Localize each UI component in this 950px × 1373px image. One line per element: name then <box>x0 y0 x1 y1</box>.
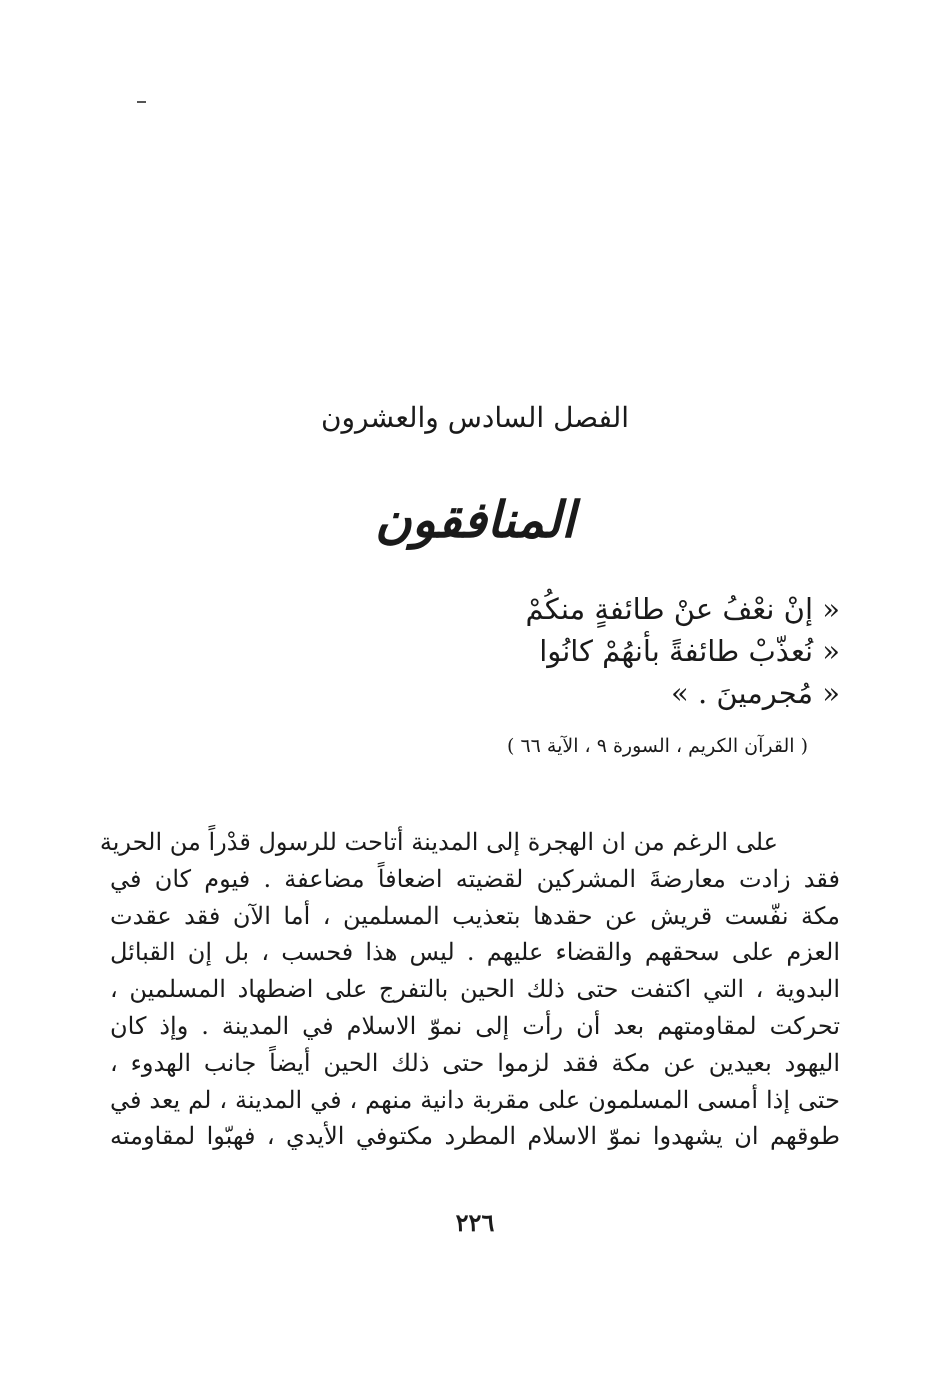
chapter-title: المنافقون <box>374 490 576 549</box>
body-line: فقد زادت معارضةَ المشركين لقضيته اضعافاً مضاعفة . فيوم كان في <box>110 864 840 893</box>
epigraph-line: « مُجرمينَ . » <box>671 676 840 710</box>
body-line: حتى إذا أمسى المسلمون على مقربة دانية منهم ، في المدينة ، لم يعد في <box>110 1085 840 1114</box>
body-line: طوقهم ان يشهدوا نموّ الاسلام المطرد مكتوفي الأيدي ، فهبّوا لمقاومته <box>110 1122 840 1151</box>
body-line: البدوية ، التي اكتفت حتى ذلك الحين بالتفرج على اضطهاد المسلمين ، <box>110 975 840 1004</box>
scan-speck <box>137 101 146 103</box>
body-line: اليهود بعيدين عن مكة فقد لزموا حتى ذلك الحين أيضاً جانب الهدوء ، <box>110 1048 840 1077</box>
body-paragraph <box>99 824 840 1155</box>
chapter-heading: الفصل السادس والعشرون <box>320 401 630 434</box>
epigraph-line: « إنْ نعْفُ عنْ طائفةٍ منكُمْ <box>525 592 840 626</box>
epigraph-citation: ( القرآن الكريم ، السورة ٩ ، الآية ٦٦ ) <box>506 735 808 757</box>
page-number: ٢٢٦ <box>455 1208 495 1237</box>
quran-epigraph <box>240 588 840 714</box>
body-line: على الرغم من ان الهجرة إلى المدينة أتاحت للرسول قدْراً من الحرية <box>99 828 778 856</box>
body-line: تحركت لمقاومتهم بعد أن رأت إلى نموّ الاسلام في المدينة . وإذ كان <box>110 1011 840 1040</box>
body-line: العزم على سحقهم والقضاء عليهم . ليس هذا فحسب ، بل إن القبائل <box>110 938 840 967</box>
epigraph-line: « نُعذّبْ طائفةً بأنهُمْ كانُوا <box>539 634 840 668</box>
body-line: مكة نفّست قريش عن حقدها بتعذيب المسلمين ، أما الآن فقد عقدت <box>110 901 840 930</box>
